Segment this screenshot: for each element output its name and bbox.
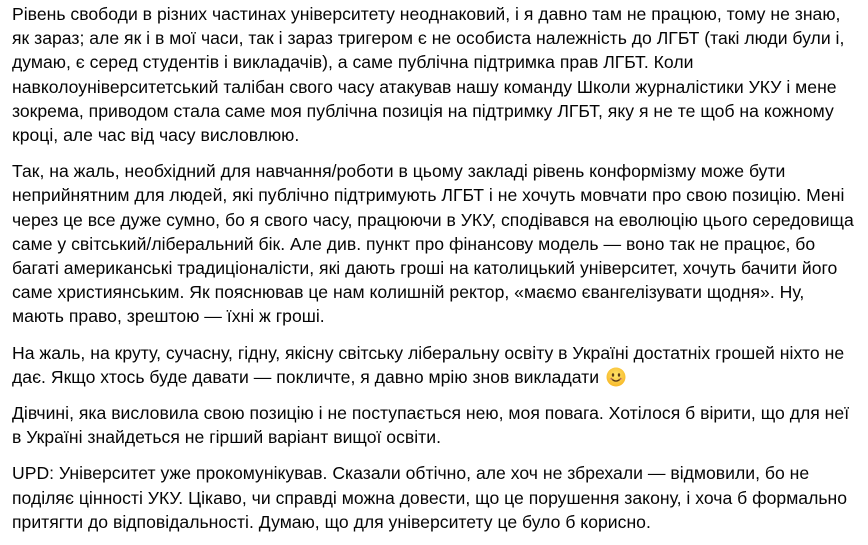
post-paragraph: Дівчині, яка висловила свою позицію і не поступається нею, моя повага. Хотілося б вірити, що для неї в Україні знайдеться не гірший варіант вищої освіти. [12,403,850,448]
post-paragraph-text: На жаль, на круту, сучасну, гідну, якісну світську ліберальну освіту в Україні достатніх грошей ніхто не дає. Якщо хтось буде давати — покличте, я давно мрію знов викладати [12,342,845,387]
post-paragraph: Так, на жаль, необхідний для навчання/роботи в цьому закладі рівень конформізму може бути неприйнятним для людей, які публічно підтримують ЛГБТ і не хочуть мовчати про свою позицію. Мені через це все дуже сумно, бо я свого часу, працюючи в УКУ, сподівався на еволюцію цього середовища саме у світський/ліберальний бік. Але див. пункт про фінансову модель — воно так не працює, бо багаті американські традиціоналісти, які дають гроші на католицький університет, хочуть бачити його саме християнським. Як пояснював це нам колишній ректор, «маємо євангелізувати щодня». Ну, мають право, зрештою — їхні ж гроші. [12,161,854,327]
post-paragraph [12,341,856,389]
smiling-face-emoji-icon [606,367,626,387]
post-paragraph: UPD: Університет уже прокомунікував. Сказали обтічно, але хоч не збрехали — відмовили, бо не поділяє цінності УКУ. Цікаво, чи справді можна довести, що це порушення закону, і хоча б формально притягти до відповідальності. Думаю, що для університету це було б корисно. [12,463,848,532]
post-paragraph: Рівень свободи в різних частинах університету неоднаковий, і я давно там не працюю, тому не знаю, як зараз; але як і в мої часи, так і зараз тригером є не особиста належність до ЛГБТ (такі люди були і, думаю, є серед студентів і викладачів), а саме публічна підтримка прав ЛГБТ. Коли навколоуніверситетський талібан свого часу атакував нашу команду Школи журналістики УКУ і мене зокрема, приводом стала саме моя публічна позиція на підтримку ЛГБТ, яку я не те щоб на кожному кроці, але час від часу висловлюю. [12,4,845,146]
